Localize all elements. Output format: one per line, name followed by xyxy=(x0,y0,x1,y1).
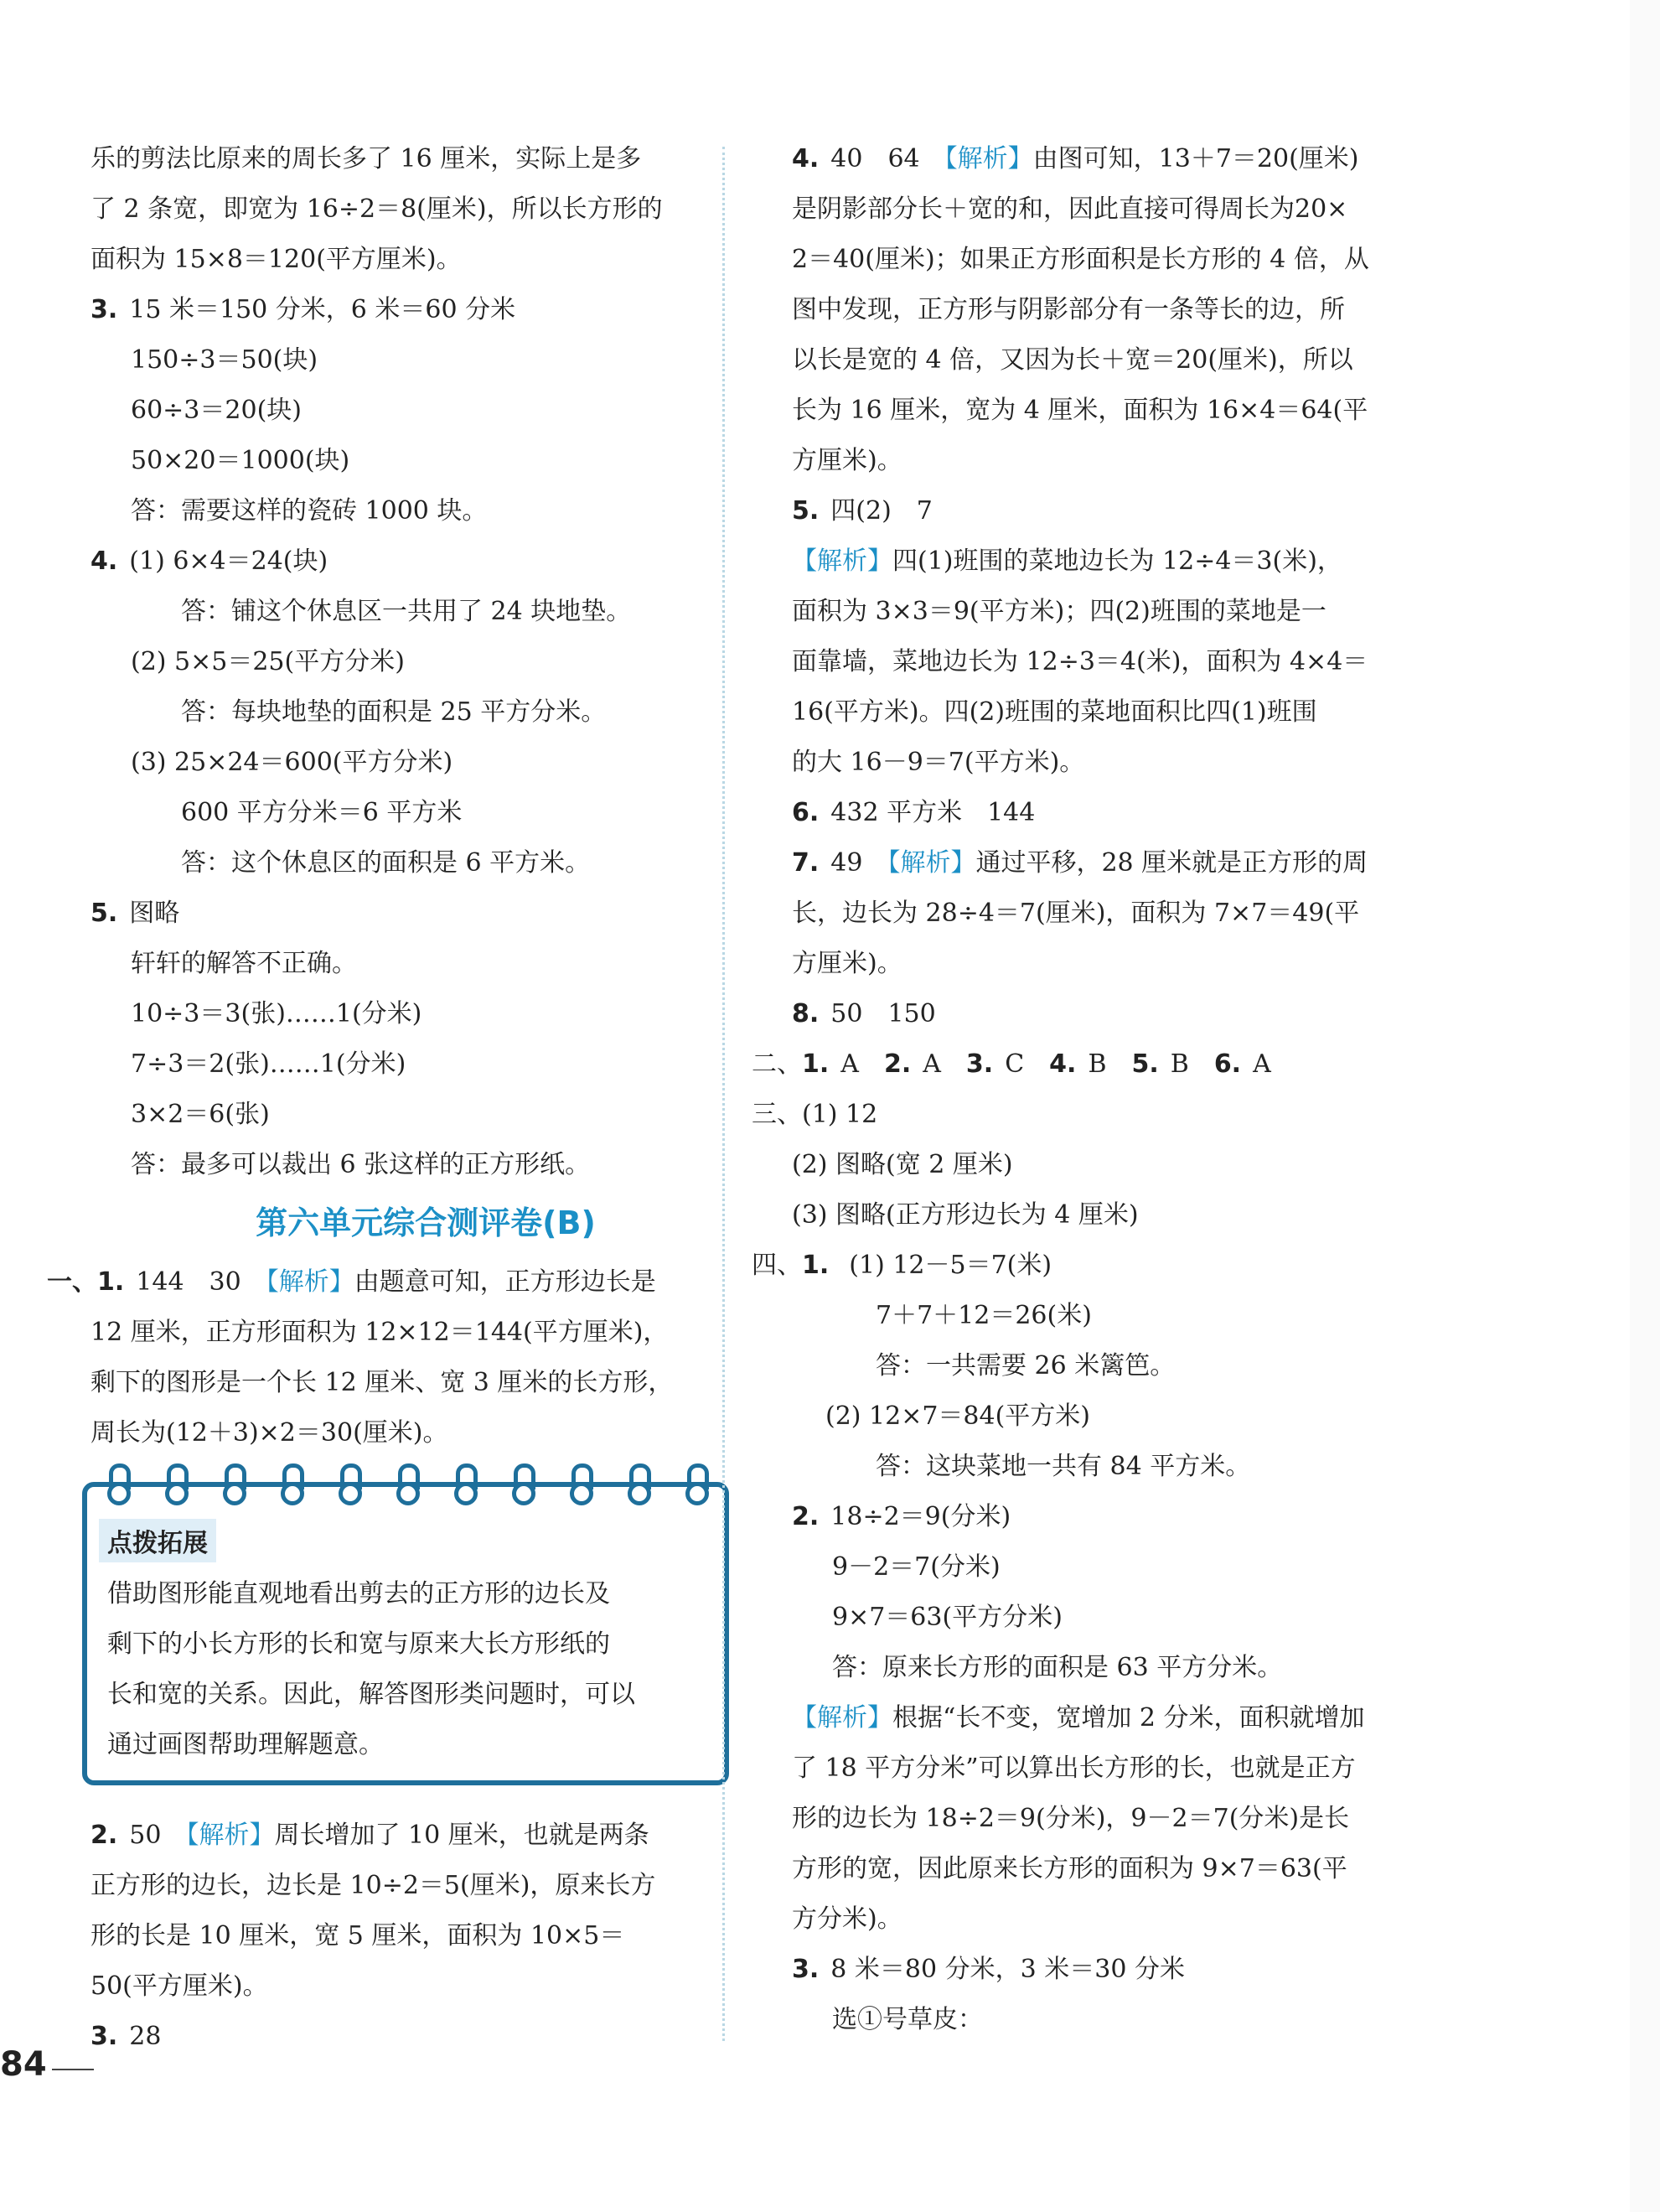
question-number: 3. xyxy=(90,2022,118,2051)
answer-values: 432 平方米 144 xyxy=(830,798,1036,827)
question-number: 2. xyxy=(883,1049,912,1079)
question-number: 5. xyxy=(1131,1049,1159,1079)
text-line: (1) 6×4＝24(块) xyxy=(129,547,328,576)
answer-values: 50 150 xyxy=(830,999,936,1028)
section-4-question-2 xyxy=(792,1492,1412,1542)
question-5 xyxy=(792,486,1412,536)
text-line: 剩下的图形是一个长 12 厘米、宽 3 厘米的长方形， xyxy=(90,1368,674,1397)
question-number: 5. xyxy=(90,899,118,928)
text-line: (3) 25×24＝600(平方分米) xyxy=(131,748,453,777)
question-number: 3. xyxy=(792,1955,820,1984)
analysis-tag: 【解析】 xyxy=(266,1267,354,1297)
text-line: 9－2＝7(分米) xyxy=(832,1552,1001,1582)
section-4-question-1 xyxy=(752,1241,1412,1291)
text-line: 答：这个休息区的面积是 6 平方米。 xyxy=(181,848,591,878)
section-4-question-3 xyxy=(792,1945,1412,1995)
text-line: 周长增加了 10 厘米，也就是两条 xyxy=(274,1821,649,1850)
question-number: 7. xyxy=(792,848,820,878)
text-line: 答：最多可以裁出 6 张这样的正方形纸。 xyxy=(131,1150,591,1179)
text-line: 三、(1) 12 xyxy=(752,1100,878,1129)
text-line: (3) 图略(正方形边长为 4 厘米) xyxy=(792,1200,1139,1230)
question-number: 2. xyxy=(792,1502,820,1531)
question-8 xyxy=(792,989,1412,1039)
text-line: (1) 12－5＝7(米) xyxy=(849,1251,1052,1280)
text-line: 了 2 条宽，即宽为 16÷2＝8(厘米)，所以长方形的 xyxy=(90,194,663,224)
ring-icon xyxy=(684,1463,706,1499)
tip-heading: 点拨拓展 xyxy=(99,1519,216,1562)
text-line: 18÷2＝9(分米) xyxy=(830,1502,1011,1531)
choice-answer: A xyxy=(1253,1049,1271,1079)
text-line: 长，边长为 28÷4＝7(厘米)，面积为 7×7＝49(平 xyxy=(792,899,1360,928)
text-line: 2＝40(厘米)；如果正方形面积是长方形的 4 倍，从 xyxy=(792,245,1369,274)
text-line: (2) 图略(宽 2 厘米) xyxy=(792,1150,1013,1179)
text-line: 600 平方分米＝6 平方米 xyxy=(181,798,463,827)
choice-answer: A xyxy=(840,1049,859,1079)
text-line: 借助图形能直观地看出剪去的正方形的边长及 xyxy=(107,1579,610,1608)
tip-notebook-box xyxy=(82,1482,729,1785)
ring-icon xyxy=(568,1463,590,1499)
text-line: 15 米＝150 分米，6 米＝60 分米 xyxy=(129,295,516,324)
question-number: 1. xyxy=(802,1251,830,1280)
question-number: 3. xyxy=(965,1049,994,1079)
question-number: 1. xyxy=(802,1049,830,1079)
ring-icon xyxy=(626,1463,648,1499)
text-line: 面积为 15×8＝120(平方厘米)。 xyxy=(90,245,462,274)
ring-icon xyxy=(452,1463,474,1499)
text-line: 答：铺这个休息区一共用了 24 块地垫。 xyxy=(181,597,632,626)
text-line: 面积为 3×3＝9(平方米)；四(2)班围的菜地是一 xyxy=(792,597,1326,626)
text-line: 通过画图帮助理解题意。 xyxy=(107,1730,384,1759)
ring-icon xyxy=(163,1463,185,1499)
question-number: 6. xyxy=(1213,1049,1242,1079)
text-line: 根据“长不变，宽增加 2 分米，面积就增加 xyxy=(892,1703,1365,1733)
text-line: 7＋7＋12＝26(米) xyxy=(876,1301,1092,1330)
choice-answer: A xyxy=(923,1049,941,1079)
text-line: 选①号草皮： xyxy=(832,2005,983,2034)
text-line: 150÷3＝50(块) xyxy=(131,345,318,375)
analysis-tag: 【解析】 xyxy=(792,547,892,576)
text-line: 方分米)。 xyxy=(792,1904,902,1934)
text-line: 通过平移，28 厘米就是正方形的周 xyxy=(975,848,1368,878)
question-number: 5. xyxy=(792,496,820,526)
ring-icon xyxy=(221,1463,243,1499)
choice-answer: B xyxy=(1170,1049,1189,1079)
text-line: 图略 xyxy=(129,899,180,928)
right-column xyxy=(752,134,1412,2045)
text-line: 正方形的边长，边长是 10÷2＝5(厘米)，原来长方 xyxy=(90,1871,656,1900)
text-line: 四(1)班围的菜地边长为 12÷4＝3(米)， xyxy=(892,547,1342,576)
answer-values: 28 xyxy=(129,2022,162,2051)
text-line: 长和宽的关系。因此，解答图形类问题时，可以 xyxy=(107,1680,635,1709)
text-line: 轩轩的解答不正确。 xyxy=(131,949,357,978)
page-edge xyxy=(1630,0,1660,2212)
analysis-tag: 【解析】 xyxy=(792,1703,892,1733)
section-prefix: 二、 xyxy=(752,1049,802,1079)
question-4 xyxy=(90,536,694,587)
choice-answer: B xyxy=(1088,1049,1107,1079)
page-number-rule xyxy=(52,2069,94,2070)
section-1-question-1 xyxy=(47,1257,694,1308)
ring-icon xyxy=(510,1463,532,1499)
text-line: 3×2＝6(张) xyxy=(131,1100,270,1129)
text-line: 答：原来长方形的面积是 63 平方分米。 xyxy=(832,1653,1283,1682)
text-line: 方厘米)。 xyxy=(792,949,902,978)
page-number: 84 xyxy=(0,2045,47,2084)
text-line: 答：每块地垫的面积是 25 平方分米。 xyxy=(181,697,607,727)
section-title: 第六单元综合测评卷(B) xyxy=(256,1204,596,1241)
question-5 xyxy=(90,888,694,939)
text-line: 50(平方厘米)。 xyxy=(90,1971,268,2001)
analysis-tag: 【解析】 xyxy=(887,848,976,878)
question-4 xyxy=(792,134,1412,184)
text-line: 10÷3＝3(张)……1(分米) xyxy=(131,999,422,1028)
text-line: 方形的宽，因此原来长方形的面积为 9×7＝63(平 xyxy=(792,1854,1347,1883)
text-line: 的大 16－9＝7(平方米)。 xyxy=(792,748,1085,777)
ring-icon xyxy=(106,1463,127,1499)
analysis-tag: 【解析】 xyxy=(186,1821,275,1850)
text-line: 50×20＝1000(块) xyxy=(131,446,350,475)
ring-icon xyxy=(395,1463,416,1499)
answer-values: 四(2) 7 xyxy=(830,496,933,526)
left-column xyxy=(47,134,694,2062)
text-line: 答：一共需要 26 米篱笆。 xyxy=(876,1351,1176,1381)
text-line: 剩下的小长方形的长和宽与原来大长方形纸的 xyxy=(107,1629,610,1659)
text-line: 由图可知，13＋7＝20(厘米) xyxy=(1032,144,1359,174)
text-line: 以长是宽的 4 倍，又因为长＋宽＝20(厘米)，所以 xyxy=(792,345,1353,375)
text-line: 了 18 平方分米”可以算出长方形的长，也就是正方 xyxy=(792,1754,1356,1783)
analysis-line xyxy=(792,1693,1412,1743)
text-line: 乐的剪法比原来的周长多了 16 厘米，实际上是多 xyxy=(90,144,642,174)
text-line: 7÷3＝2(张)……1(分米) xyxy=(131,1049,406,1079)
question-3 xyxy=(90,2012,694,2062)
section-2-answers xyxy=(752,1039,1412,1090)
question-6 xyxy=(792,788,1412,838)
text-line: 由题意可知，正方形边长是 xyxy=(354,1267,656,1297)
text-line: 60÷3＝20(块) xyxy=(131,396,302,425)
analysis-tag: 【解析】 xyxy=(944,144,1033,174)
ring-icon xyxy=(279,1463,301,1499)
column-divider xyxy=(722,147,725,2041)
text-line: 面靠墙，菜地边长为 12÷3＝4(米)，面积为 4×4＝ xyxy=(792,647,1368,676)
text-line: 图中发现，正方形与阴影部分有一条等长的边，所 xyxy=(792,295,1345,324)
question-number: 3. xyxy=(90,295,118,324)
section-prefix: 四、 xyxy=(752,1251,802,1280)
text-line: 是阴影部分长＋宽的和，因此直接可得周长为20× xyxy=(792,194,1348,224)
text-line: 周长为(12＋3)×2＝30(厘米)。 xyxy=(90,1418,448,1448)
text-line: 方厘米)。 xyxy=(792,446,902,475)
text-line: (2) 12×7＝84(平方米) xyxy=(825,1401,1091,1431)
question-3 xyxy=(90,285,694,335)
text-line: 答：这块菜地一共有 84 平方米。 xyxy=(876,1452,1251,1481)
answer-values: 50 xyxy=(129,1821,162,1850)
question-number: 4. xyxy=(90,547,118,576)
question-7 xyxy=(792,838,1412,888)
answer-values: 144 30 xyxy=(136,1267,241,1297)
answer-values: 40 64 xyxy=(830,144,920,174)
tip-body xyxy=(107,1569,704,1770)
text-line: 9×7＝63(平方分米) xyxy=(832,1603,1063,1632)
analysis-line xyxy=(792,536,1412,587)
question-number: 6. xyxy=(792,798,820,827)
question-number: 4. xyxy=(792,144,820,174)
text-line: 8 米＝80 分米，3 米＝30 分米 xyxy=(830,1955,1185,1984)
text-line: 16(平方米)。四(2)班围的菜地面积比四(1)班围 xyxy=(792,697,1317,727)
question-2 xyxy=(90,1811,694,1861)
text-line: 12 厘米，正方形面积为 12×12＝144(平方厘米)， xyxy=(90,1318,669,1347)
ring-icon xyxy=(337,1463,359,1499)
choice-answer: C xyxy=(1005,1049,1025,1079)
text-line: (2) 5×5＝25(平方分米) xyxy=(131,647,405,676)
answer-values: 49 xyxy=(830,848,863,878)
question-number: 8. xyxy=(792,999,820,1028)
question-number: 2. xyxy=(90,1821,118,1850)
question-number: 4. xyxy=(1049,1049,1077,1079)
text-line: 形的长是 10 厘米，宽 5 厘米，面积为 10×5＝ xyxy=(90,1921,625,1950)
text-line: 长为 16 厘米，宽为 4 厘米，面积为 16×4＝64(平 xyxy=(792,396,1368,425)
text-line: 答：需要这样的瓷砖 1000 块。 xyxy=(131,496,488,526)
question-number: 一、1. xyxy=(47,1267,125,1297)
notebook-rings xyxy=(106,1463,706,1505)
text-line: 形的边长为 18÷2＝9(分米)，9－2＝7(分米)是长 xyxy=(792,1804,1350,1833)
